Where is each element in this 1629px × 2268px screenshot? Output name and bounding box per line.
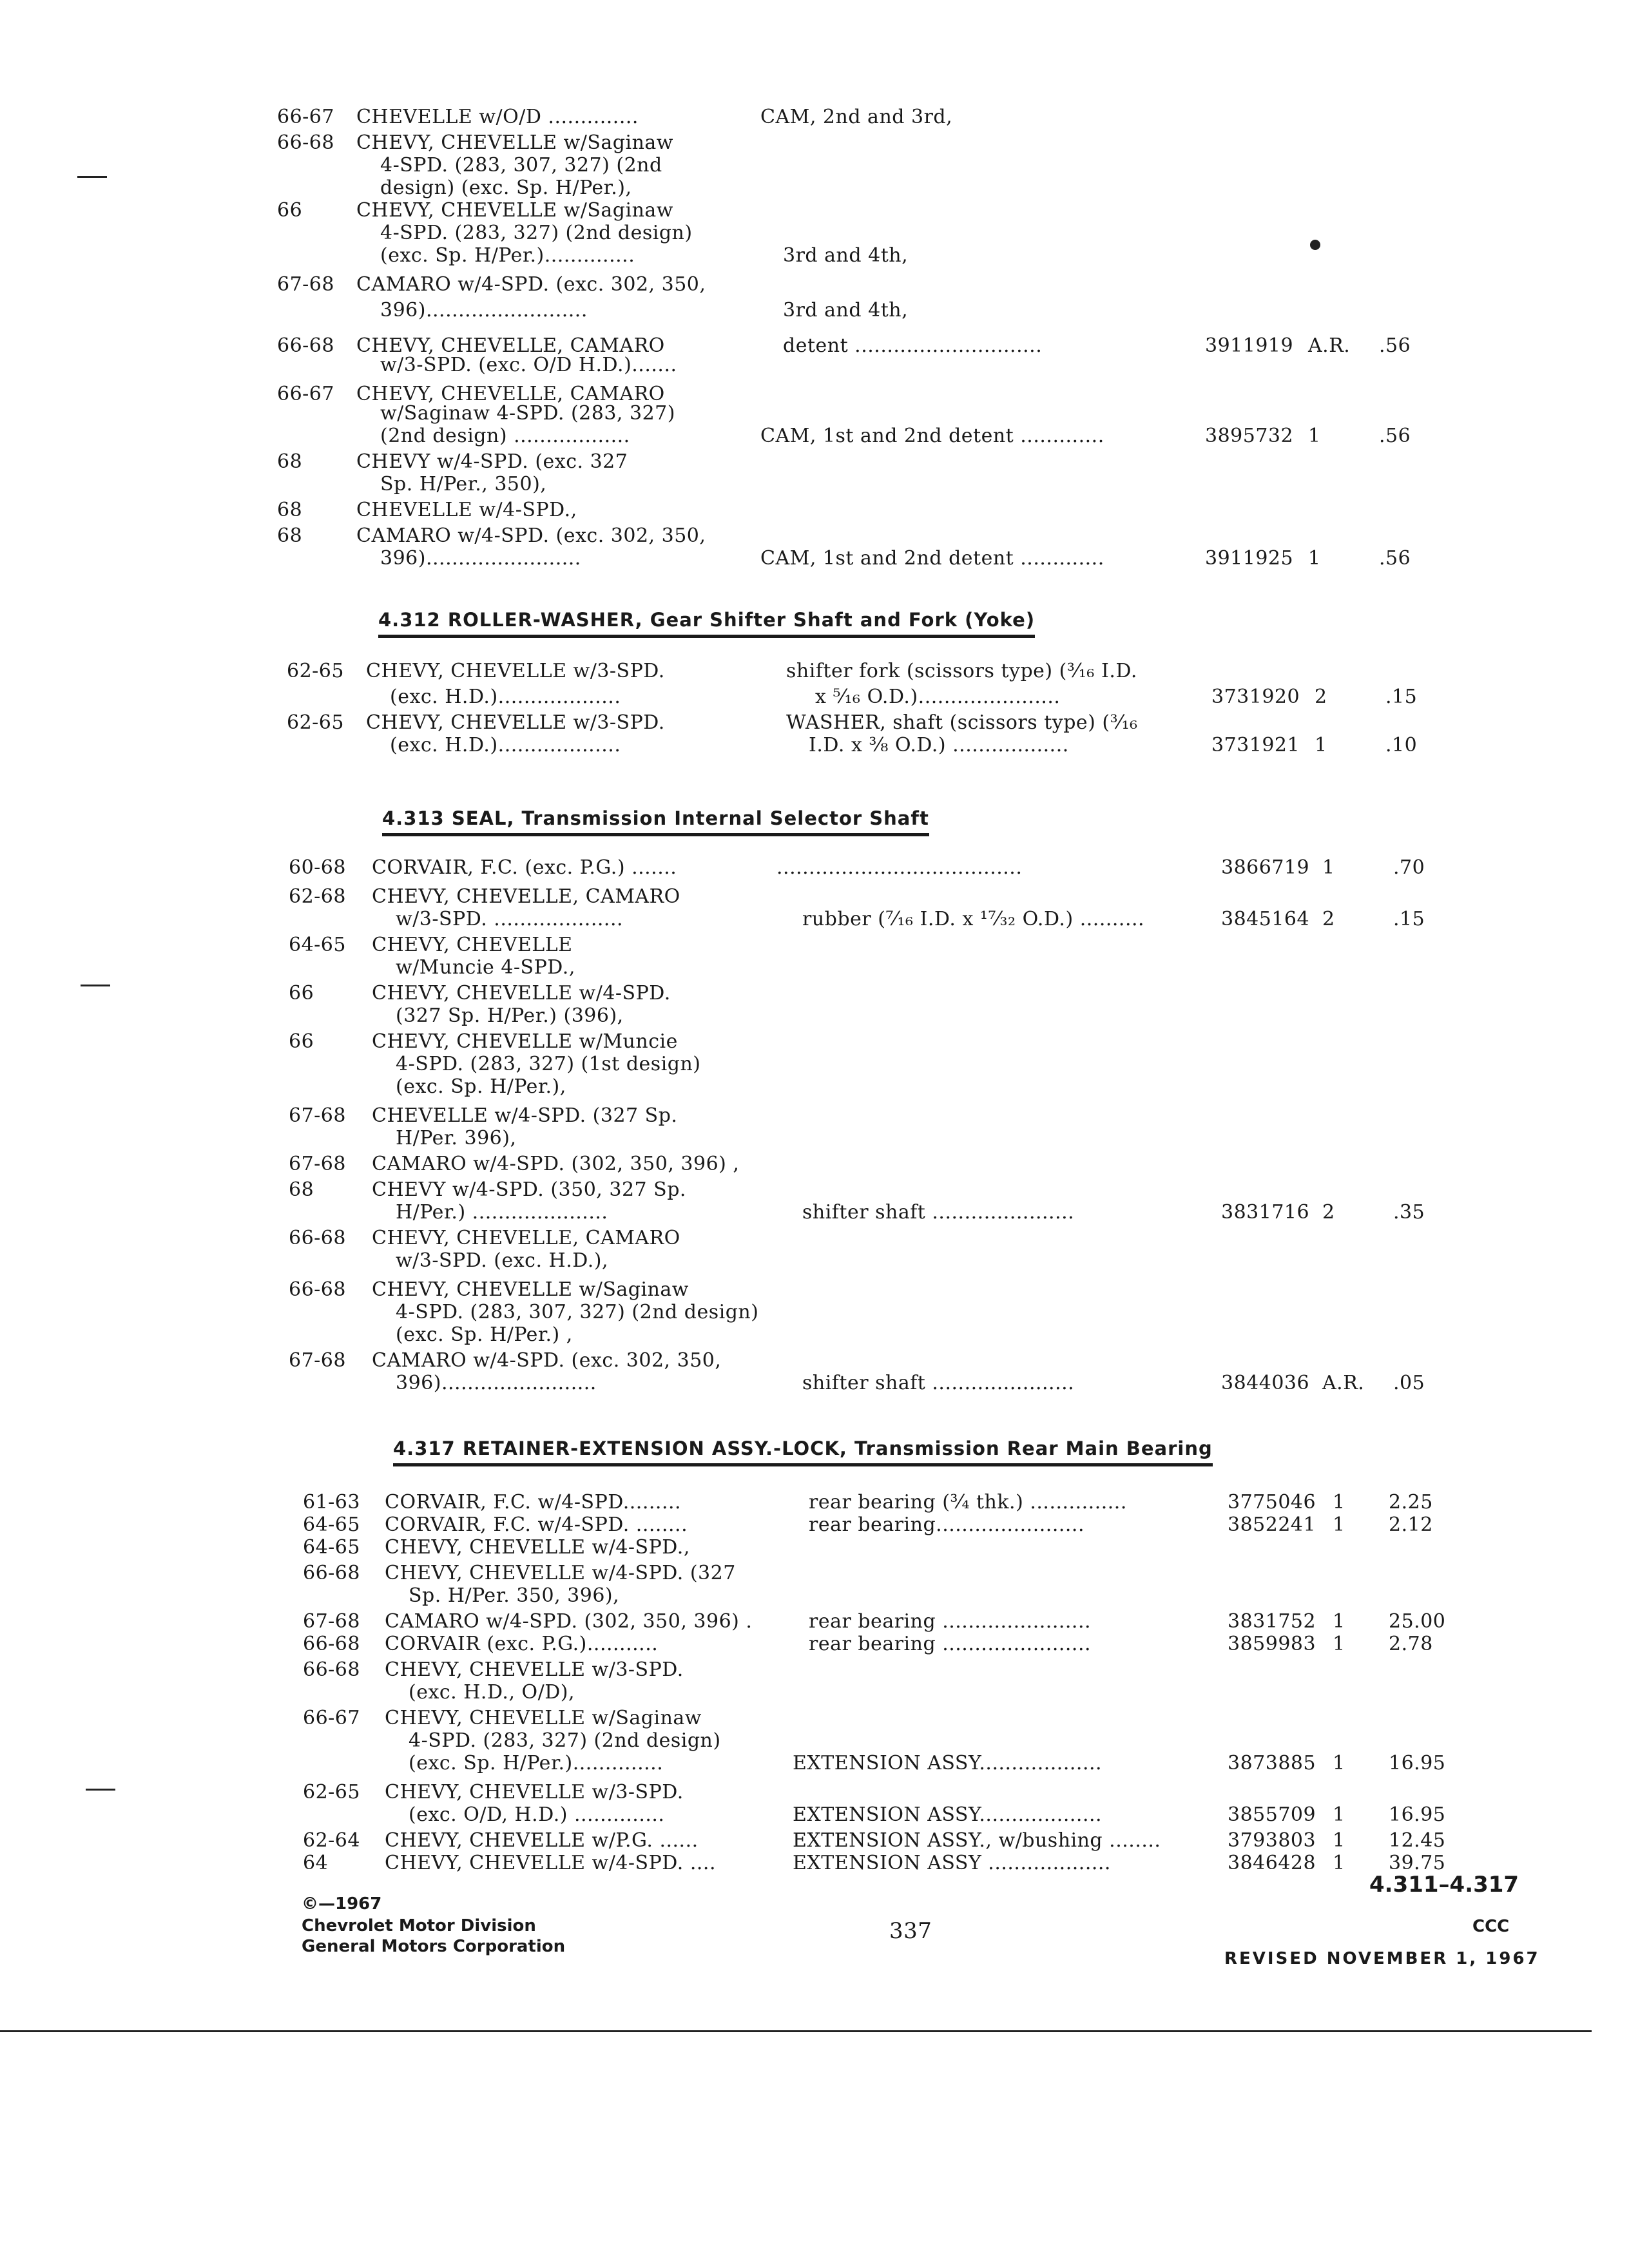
price: .05 bbox=[1393, 1372, 1425, 1394]
application-text: CHEVELLE w/4-SPD., bbox=[356, 499, 577, 521]
application-text: w/Saginaw 4-SPD. (283, 327) bbox=[380, 402, 675, 425]
year-range: 64 bbox=[303, 1852, 329, 1874]
application-text: (exc. Sp. H/Per.).............. bbox=[380, 244, 635, 267]
quantity: 1 bbox=[1333, 1752, 1345, 1774]
application-text: CHEVY, CHEVELLE w/4-SPD., bbox=[385, 1536, 690, 1559]
year-range: 62-65 bbox=[287, 660, 344, 682]
part-number: 3831716 bbox=[1221, 1201, 1310, 1224]
part-description: EXTENSION ASSY................... bbox=[793, 1752, 1103, 1774]
application-text: 4-SPD. (283, 307, 327) (2nd design) bbox=[396, 1301, 759, 1323]
section-range: 4.311–4.317 bbox=[1369, 1872, 1519, 1898]
part-description: CAM, 1st and 2nd detent ............. bbox=[760, 425, 1104, 447]
section-heading-4-313: 4.313 SEAL, Transmission Internal Selector Shaft bbox=[382, 807, 929, 836]
year-range: 66-67 bbox=[277, 383, 334, 405]
year-range: 61-63 bbox=[303, 1491, 360, 1514]
quantity: A.R. bbox=[1322, 1372, 1365, 1394]
application-text: CAMARO w/4-SPD. (exc. 302, 350, bbox=[356, 524, 706, 547]
year-range: 66-68 bbox=[303, 1633, 360, 1655]
quantity: 1 bbox=[1333, 1491, 1345, 1514]
part-number: 3911925 bbox=[1205, 547, 1294, 570]
year-range: 66 bbox=[277, 199, 303, 222]
application-text: CHEVY, CHEVELLE w/3-SPD. bbox=[366, 660, 665, 682]
part-description: CAM, 2nd and 3rd, bbox=[760, 106, 953, 128]
application-text: CAMARO w/4-SPD. (302, 350, 396) . bbox=[385, 1610, 753, 1633]
footer-code: CCC bbox=[1472, 1917, 1510, 1936]
application-text: CHEVY, CHEVELLE, CAMARO bbox=[356, 383, 665, 405]
application-text: CHEVY w/4-SPD. (350, 327 Sp. bbox=[372, 1178, 686, 1201]
year-range: 67-68 bbox=[289, 1104, 346, 1127]
application-text: CHEVY, CHEVELLE, CAMARO bbox=[372, 1227, 680, 1249]
margin-mark bbox=[77, 176, 107, 178]
part-number: 3895732 bbox=[1205, 425, 1294, 447]
part-description: shifter shaft ...................... bbox=[802, 1372, 1075, 1394]
part-number: 3866719 bbox=[1221, 856, 1310, 879]
year-range: 67-68 bbox=[289, 1349, 346, 1372]
application-text: CHEVY, CHEVELLE w/Saginaw bbox=[372, 1278, 689, 1301]
application-text: 4-SPD. (283, 307, 327) (2nd bbox=[380, 154, 662, 177]
part-description: ...................................... bbox=[776, 856, 1023, 879]
application-text: (exc. H.D.)................... bbox=[390, 686, 621, 708]
year-range: 64-65 bbox=[289, 934, 346, 956]
year-range: 68 bbox=[277, 499, 303, 521]
application-text: (exc. Sp. H/Per.).............. bbox=[409, 1752, 664, 1774]
part-description: detent ............................. bbox=[783, 334, 1043, 357]
part-number: 3831752 bbox=[1228, 1610, 1316, 1633]
application-text: CHEVY, CHEVELLE w/4-SPD. (327 bbox=[385, 1562, 736, 1584]
application-text: CHEVY w/4-SPD. (exc. 327 bbox=[356, 450, 628, 473]
price: .15 bbox=[1393, 908, 1425, 930]
year-range: 60-68 bbox=[289, 856, 346, 879]
price: 25.00 bbox=[1389, 1610, 1446, 1633]
price: 16.95 bbox=[1389, 1803, 1446, 1826]
part-number: 3911919 bbox=[1205, 334, 1294, 357]
year-range: 67-68 bbox=[289, 1153, 346, 1175]
part-number: 3845164 bbox=[1221, 908, 1310, 930]
part-number: 3731921 bbox=[1211, 734, 1300, 756]
part-description: 3rd and 4th, bbox=[783, 299, 909, 322]
year-range: 68 bbox=[277, 450, 303, 473]
application-text: (exc. H.D., O/D), bbox=[409, 1681, 575, 1704]
bottom-rule bbox=[0, 2030, 1592, 2032]
application-text: CHEVY, CHEVELLE w/4-SPD. bbox=[372, 982, 671, 1004]
part-description: rear bearing ....................... bbox=[809, 1633, 1092, 1655]
application-text: CAMARO w/4-SPD. (exc. 302, 350, bbox=[372, 1349, 722, 1372]
part-number: 3793803 bbox=[1228, 1829, 1316, 1852]
price: .56 bbox=[1379, 425, 1411, 447]
year-range: 62-68 bbox=[289, 885, 346, 908]
application-text: CHEVY, CHEVELLE w/3-SPD. bbox=[366, 711, 665, 734]
section-heading-4-312: 4.312 ROLLER-WASHER, Gear Shifter Shaft and Fork (Yoke) bbox=[378, 609, 1035, 638]
application-text: H/Per. 396), bbox=[396, 1127, 517, 1149]
revised-date: REVISED NOVEMBER 1, 1967 bbox=[1224, 1949, 1540, 1968]
year-range: 66-68 bbox=[277, 131, 334, 154]
year-range: 62-64 bbox=[303, 1829, 360, 1852]
year-range: 66 bbox=[289, 1030, 314, 1053]
application-text: w/Muncie 4-SPD., bbox=[396, 956, 575, 979]
application-text: design) (exc. Sp. H/Per.), bbox=[380, 177, 632, 199]
application-text: CORVAIR (exc. P.G.)........... bbox=[385, 1633, 659, 1655]
application-text: (327 Sp. H/Per.) (396), bbox=[396, 1004, 624, 1027]
margin-mark bbox=[86, 1789, 115, 1791]
year-range: 66-68 bbox=[303, 1658, 360, 1681]
application-text: w/3-SPD. (exc. H.D.), bbox=[396, 1249, 609, 1272]
application-text: CHEVELLE w/O/D .............. bbox=[356, 106, 639, 128]
application-text: (2nd design) .................. bbox=[380, 425, 630, 447]
part-description: x ⁵⁄₁₆ O.D.)...................... bbox=[815, 686, 1061, 708]
part-description: CAM, 1st and 2nd detent ............. bbox=[760, 547, 1104, 570]
part-description: EXTENSION ASSY ................... bbox=[793, 1852, 1111, 1874]
year-range: 66-68 bbox=[289, 1278, 346, 1301]
year-range: 62-65 bbox=[303, 1781, 360, 1803]
quantity: 1 bbox=[1333, 1610, 1345, 1633]
part-number: 3873885 bbox=[1228, 1752, 1316, 1774]
part-description: 3rd and 4th, bbox=[783, 244, 909, 267]
price: 12.45 bbox=[1389, 1829, 1446, 1852]
footer-copyright: ©—1967 bbox=[302, 1894, 382, 1914]
footer-division: Chevrolet Motor Division bbox=[302, 1916, 536, 1936]
section-heading-4-317: 4.317 RETAINER-EXTENSION ASSY.-LOCK, Transmission Rear Main Bearing bbox=[393, 1437, 1213, 1466]
application-text: 396)......................... bbox=[380, 299, 588, 322]
part-description: shifter shaft ...................... bbox=[802, 1201, 1075, 1224]
application-text: CHEVY, CHEVELLE w/P.G. ...... bbox=[385, 1829, 699, 1852]
quantity: 1 bbox=[1315, 734, 1327, 756]
application-text: 4-SPD. (283, 327) (2nd design) bbox=[409, 1729, 721, 1752]
part-description: EXTENSION ASSY., w/bushing ........ bbox=[793, 1829, 1161, 1852]
year-range: 66-67 bbox=[277, 106, 334, 128]
price: 39.75 bbox=[1389, 1852, 1446, 1874]
price: .70 bbox=[1393, 856, 1425, 879]
application-text: w/3-SPD. (exc. O/D H.D.)....... bbox=[380, 354, 677, 376]
quantity: A.R. bbox=[1308, 334, 1351, 357]
year-range: 66-67 bbox=[303, 1707, 360, 1729]
application-text: (exc. Sp. H/Per.) , bbox=[396, 1323, 573, 1346]
application-text: CHEVY, CHEVELLE, CAMARO bbox=[372, 885, 680, 908]
price: .56 bbox=[1379, 547, 1411, 570]
year-range: 67-68 bbox=[303, 1610, 360, 1633]
year-range: 66-68 bbox=[303, 1562, 360, 1584]
part-description: rear bearing....................... bbox=[809, 1514, 1084, 1536]
part-description: rubber (⁷⁄₁₆ I.D. x ¹⁷⁄₃₂ O.D.) .......... bbox=[802, 908, 1145, 930]
quantity: 1 bbox=[1322, 856, 1335, 879]
part-description: rear bearing (³⁄₄ thk.) ............... bbox=[809, 1491, 1127, 1514]
quantity: 1 bbox=[1333, 1514, 1345, 1536]
application-text: CHEVY, CHEVELLE w/Saginaw bbox=[356, 131, 673, 154]
page-number: 337 bbox=[889, 1918, 932, 1944]
application-text: H/Per.) ..................... bbox=[396, 1201, 608, 1224]
part-description: I.D. x ³⁄₈ O.D.) .................. bbox=[809, 734, 1069, 756]
part-number: 3775046 bbox=[1228, 1491, 1316, 1514]
application-text: CORVAIR, F.C. w/4-SPD. ........ bbox=[385, 1514, 688, 1536]
year-range: 64-65 bbox=[303, 1536, 360, 1559]
application-text: Sp. H/Per., 350), bbox=[380, 473, 547, 495]
application-text: CHEVY, CHEVELLE, CAMARO bbox=[356, 334, 665, 357]
year-range: 68 bbox=[277, 524, 303, 547]
price: .15 bbox=[1385, 686, 1418, 708]
part-number: 3846428 bbox=[1228, 1852, 1316, 1874]
application-text: (exc. H.D.)................... bbox=[390, 734, 621, 756]
quantity: 1 bbox=[1308, 425, 1321, 447]
year-range: 66 bbox=[289, 982, 314, 1004]
application-text: CHEVY, CHEVELLE w/Saginaw bbox=[385, 1707, 702, 1729]
year-range: 68 bbox=[289, 1178, 314, 1201]
quantity: 2 bbox=[1322, 908, 1335, 930]
margin-mark bbox=[81, 985, 110, 986]
year-range: 66-68 bbox=[277, 334, 334, 357]
year-range: 62-65 bbox=[287, 711, 344, 734]
part-description: shifter fork (scissors type) (³⁄₁₆ I.D. bbox=[786, 660, 1137, 682]
price: .10 bbox=[1385, 734, 1418, 756]
application-text: 4-SPD. (283, 327) (1st design) bbox=[396, 1053, 701, 1075]
quantity: 2 bbox=[1315, 686, 1327, 708]
price: 2.12 bbox=[1389, 1514, 1433, 1536]
application-text: CHEVY, CHEVELLE w/3-SPD. bbox=[385, 1781, 684, 1803]
application-text: CHEVY, CHEVELLE bbox=[372, 934, 573, 956]
application-text: CHEVY, CHEVELLE w/Muncie bbox=[372, 1030, 678, 1053]
application-text: CHEVY, CHEVELLE w/Saginaw bbox=[356, 199, 673, 222]
application-text: 396)........................ bbox=[396, 1372, 597, 1394]
part-number: 3844036 bbox=[1221, 1372, 1310, 1394]
application-text: (exc. O/D, H.D.) .............. bbox=[409, 1803, 665, 1826]
part-number: 3855709 bbox=[1228, 1803, 1316, 1826]
application-text: w/3-SPD. .................... bbox=[396, 908, 624, 930]
year-range: 66-68 bbox=[289, 1227, 346, 1249]
price: 2.78 bbox=[1389, 1633, 1433, 1655]
footer-corporation: General Motors Corporation bbox=[302, 1937, 566, 1956]
part-description: WASHER, shaft (scissors type) (³⁄₁₆ bbox=[786, 711, 1138, 734]
year-range: 64-65 bbox=[303, 1514, 360, 1536]
quantity: 1 bbox=[1333, 1803, 1345, 1826]
application-text: (exc. Sp. H/Per.), bbox=[396, 1075, 566, 1098]
price: .35 bbox=[1393, 1201, 1425, 1224]
application-text: CORVAIR, F.C. w/4-SPD......... bbox=[385, 1491, 682, 1514]
quantity: 1 bbox=[1333, 1852, 1345, 1874]
quantity: 2 bbox=[1322, 1201, 1335, 1224]
quantity: 1 bbox=[1308, 547, 1321, 570]
part-description: rear bearing ....................... bbox=[809, 1610, 1092, 1633]
part-number: 3731920 bbox=[1211, 686, 1300, 708]
application-text: CORVAIR, F.C. (exc. P.G.) ....... bbox=[372, 856, 677, 879]
part-number: 3852241 bbox=[1228, 1514, 1316, 1536]
stray-dot bbox=[1310, 240, 1320, 250]
application-text: CHEVY, CHEVELLE w/3-SPD. bbox=[385, 1658, 684, 1681]
application-text: CHEVELLE w/4-SPD. (327 Sp. bbox=[372, 1104, 678, 1127]
price: .56 bbox=[1379, 334, 1411, 357]
application-text: CHEVY, CHEVELLE w/4-SPD. .... bbox=[385, 1852, 716, 1874]
year-range: 67-68 bbox=[277, 273, 334, 296]
quantity: 1 bbox=[1333, 1633, 1345, 1655]
application-text: Sp. H/Per. 350, 396), bbox=[409, 1584, 620, 1607]
application-text: CAMARO w/4-SPD. (exc. 302, 350, bbox=[356, 273, 706, 296]
price: 16.95 bbox=[1389, 1752, 1446, 1774]
part-number: 3859983 bbox=[1228, 1633, 1316, 1655]
quantity: 1 bbox=[1333, 1829, 1345, 1852]
application-text: 4-SPD. (283, 327) (2nd design) bbox=[380, 222, 693, 244]
part-description: EXTENSION ASSY................... bbox=[793, 1803, 1103, 1826]
price: 2.25 bbox=[1389, 1491, 1433, 1514]
application-text: CAMARO w/4-SPD. (302, 350, 396) , bbox=[372, 1153, 740, 1175]
application-text: 396)........................ bbox=[380, 547, 581, 570]
